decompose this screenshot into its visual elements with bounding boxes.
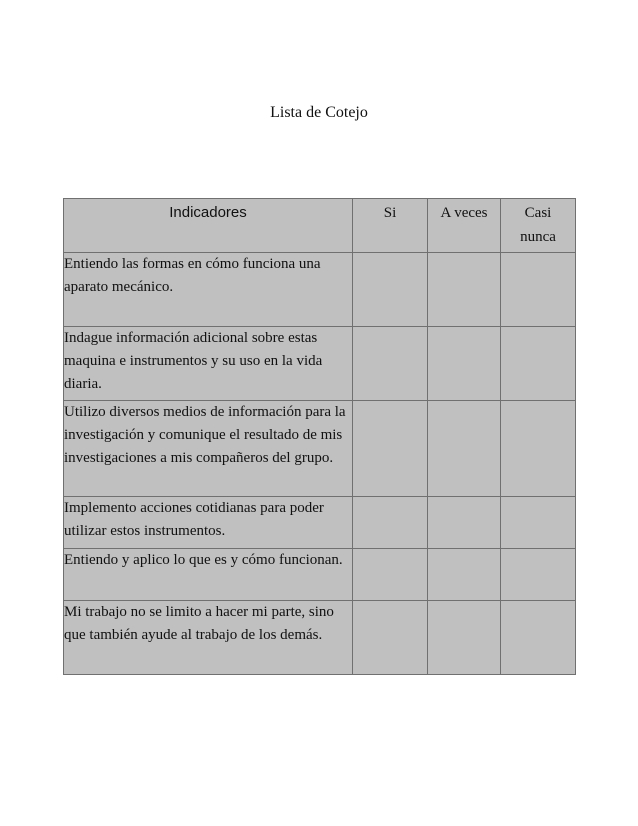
indicator-cell: Indague información adicional sobre estas maquina e instrumentos y su uso en la vida diaria. bbox=[64, 327, 353, 401]
indicator-cell: Entiendo las formas en cómo funciona una aparato mecánico. bbox=[64, 253, 353, 327]
check-cell-si[interactable] bbox=[353, 497, 428, 549]
check-cell-a-veces[interactable] bbox=[428, 601, 501, 675]
header-row bbox=[64, 199, 576, 253]
check-cell-a-veces[interactable] bbox=[428, 327, 501, 401]
header-casi-nunca-line1: Casi bbox=[524, 205, 552, 221]
check-cell-a-veces[interactable] bbox=[428, 549, 501, 601]
indicator-cell: Mi trabajo no se limito a hacer mi parte, sino que también ayude al trabajo de los demás. bbox=[64, 601, 353, 675]
header-si: Si bbox=[353, 199, 428, 253]
check-cell-si[interactable] bbox=[353, 253, 428, 327]
indicator-cell: Entiendo y aplico lo que es y cómo funcionan. bbox=[64, 549, 353, 601]
check-cell-a-veces[interactable] bbox=[428, 401, 501, 497]
header-indicadores: Indicadores bbox=[64, 199, 353, 253]
table-row bbox=[64, 327, 576, 401]
check-cell-casi-nunca[interactable] bbox=[501, 549, 576, 601]
check-cell-casi-nunca[interactable] bbox=[501, 401, 576, 497]
table-row bbox=[64, 549, 576, 601]
table-row bbox=[64, 601, 576, 675]
check-cell-a-veces[interactable] bbox=[428, 497, 501, 549]
table-row bbox=[64, 497, 576, 549]
checklist-table bbox=[63, 198, 576, 675]
indicator-cell: Implemento acciones cotidianas para poder utilizar estos instrumentos. bbox=[64, 497, 353, 549]
check-cell-casi-nunca[interactable] bbox=[501, 601, 576, 675]
check-cell-si[interactable] bbox=[353, 549, 428, 601]
check-cell-si[interactable] bbox=[353, 601, 428, 675]
document-title: Lista de Cotejo bbox=[270, 104, 368, 121]
header-casi-nunca-line2: nunca bbox=[520, 229, 556, 245]
check-cell-casi-nunca[interactable] bbox=[501, 327, 576, 401]
check-cell-casi-nunca[interactable] bbox=[501, 497, 576, 549]
table-row bbox=[64, 401, 576, 497]
check-cell-casi-nunca[interactable] bbox=[501, 253, 576, 327]
header-casi-nunca bbox=[501, 199, 576, 253]
table-row bbox=[64, 253, 576, 327]
check-cell-si[interactable] bbox=[353, 401, 428, 497]
indicator-cell: Utilizo diversos medios de información para la investigación y comunique el resultado de mis investigaciones a mis compañeros del grupo. bbox=[64, 401, 353, 497]
check-cell-a-veces[interactable] bbox=[428, 253, 501, 327]
header-a-veces: A veces bbox=[428, 199, 501, 253]
check-cell-si[interactable] bbox=[353, 327, 428, 401]
